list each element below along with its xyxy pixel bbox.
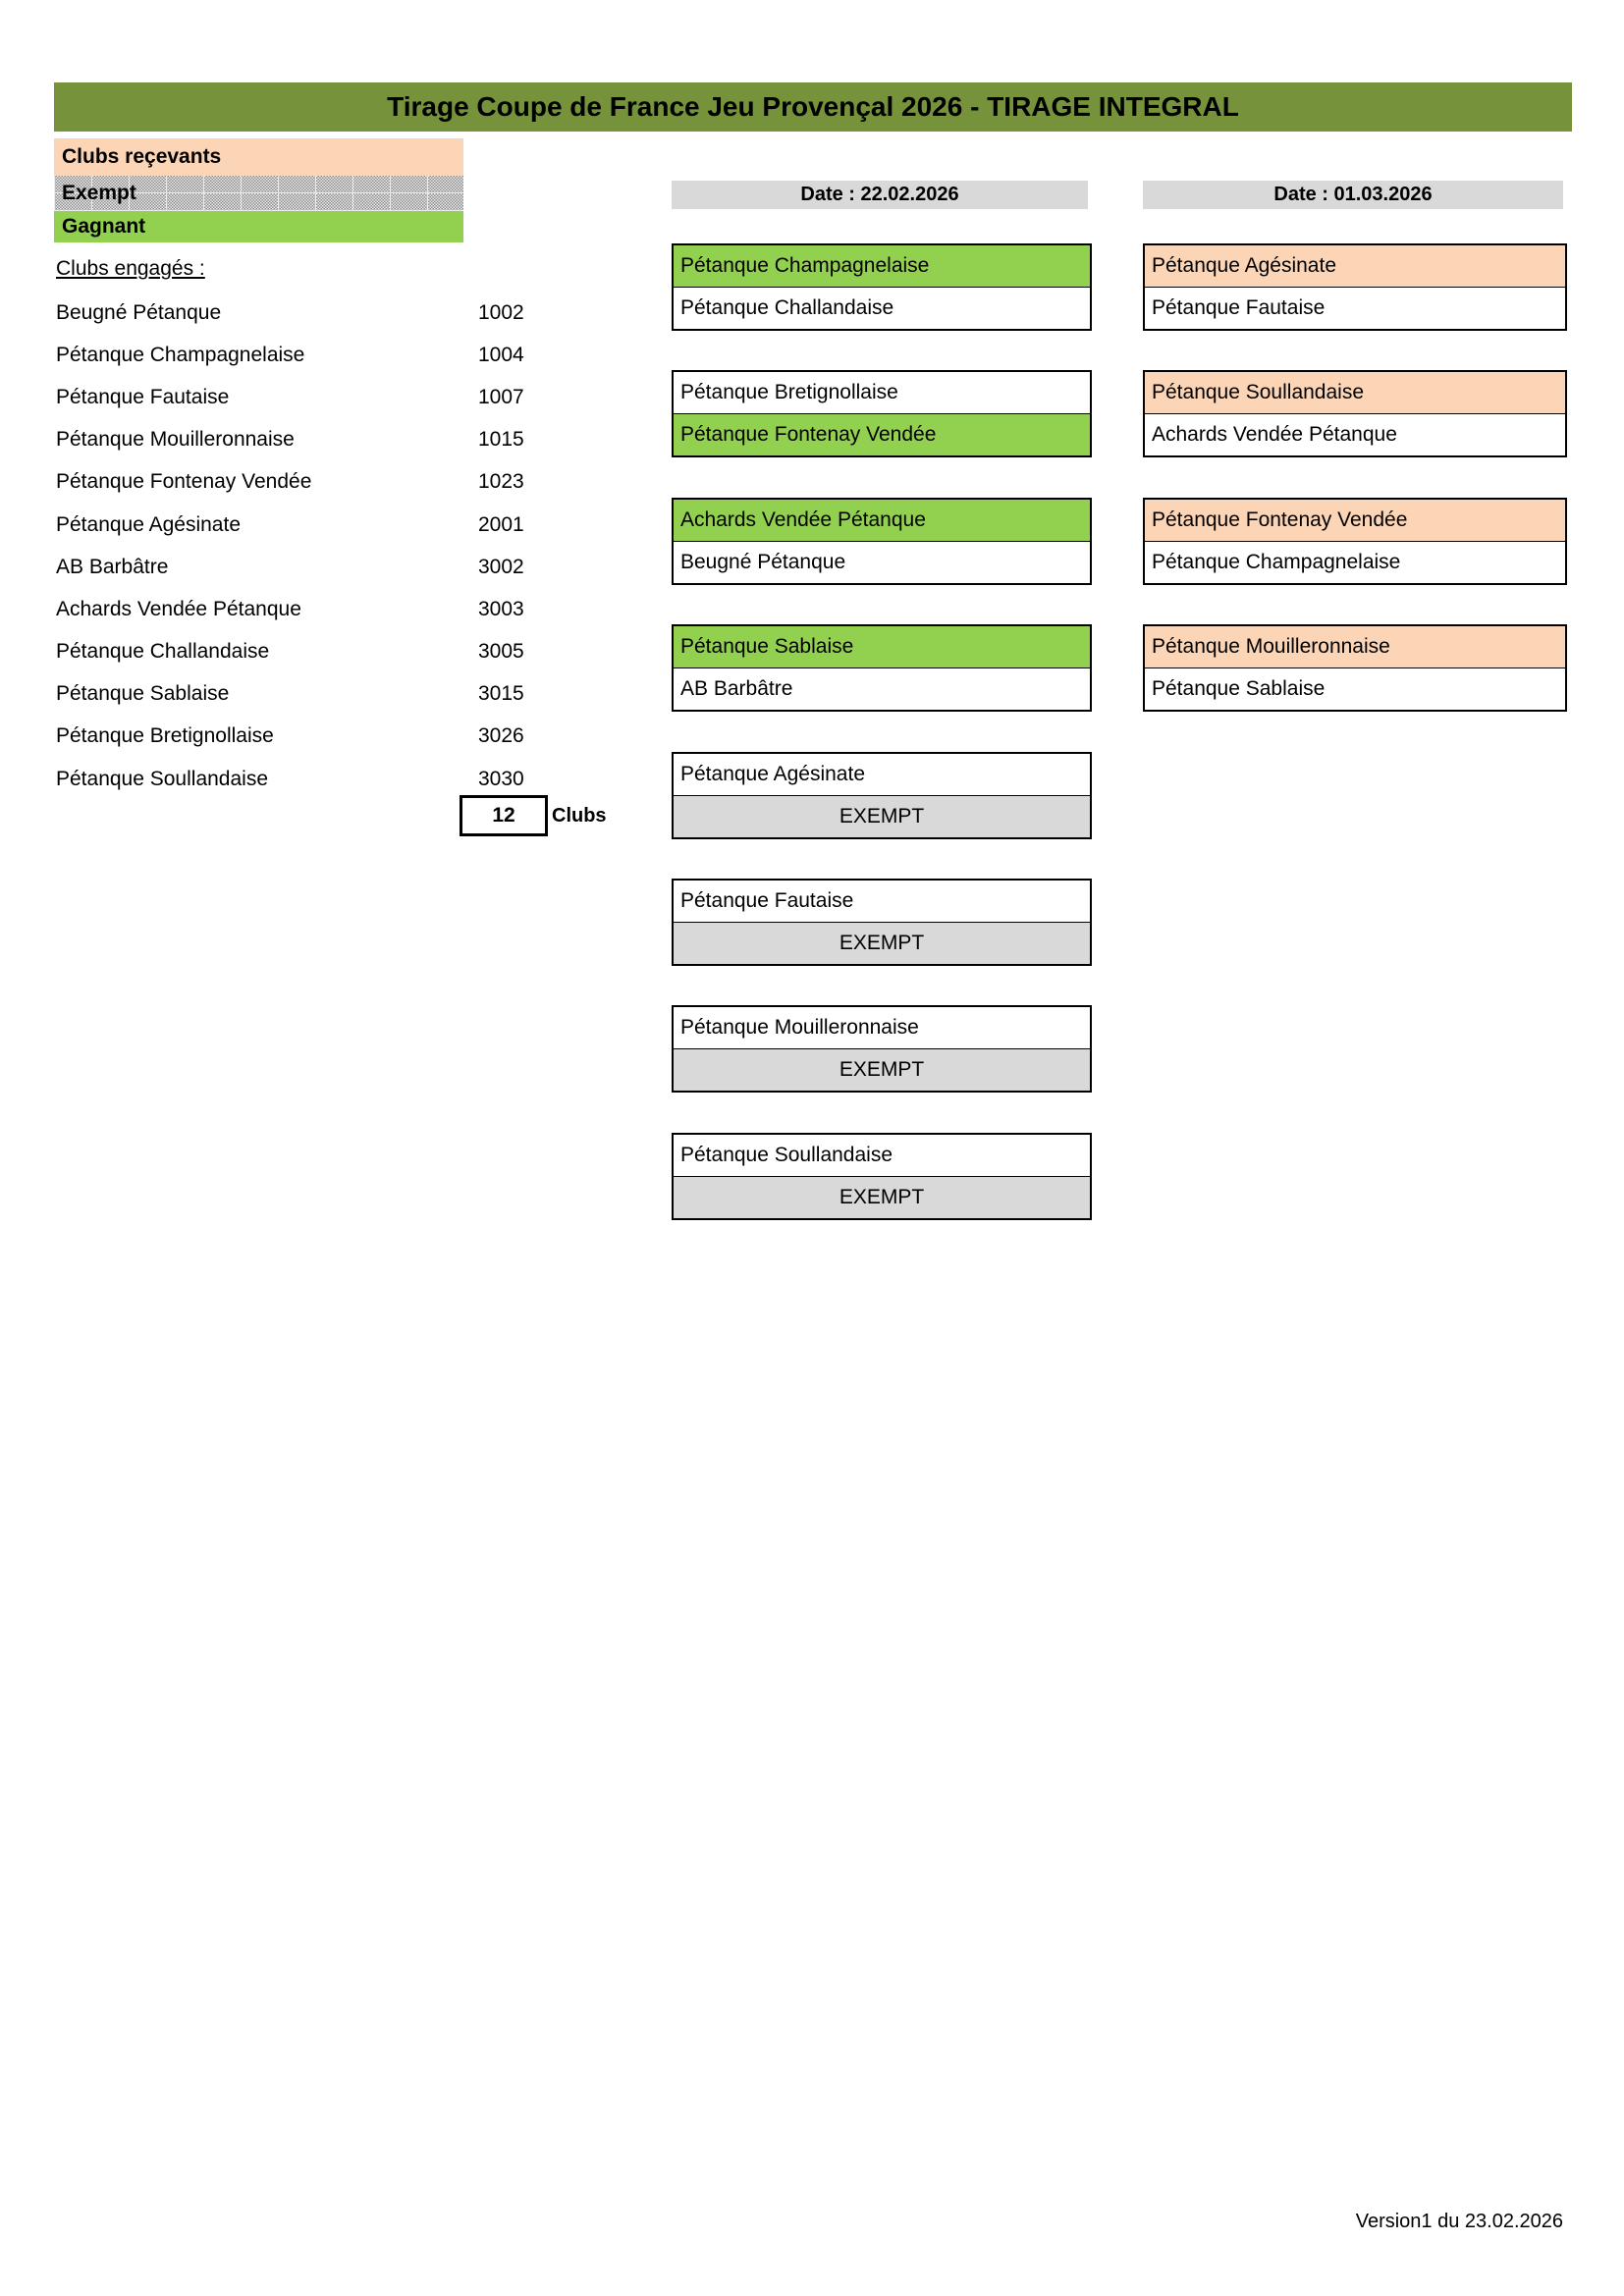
club-number: 3030 [478,767,524,790]
round1-bye-2 [672,879,1092,966]
club-number: 3003 [478,597,524,620]
club-row [56,758,606,800]
club-number: 1002 [478,300,524,324]
club-name: Pétanque Challandaise [56,640,270,664]
round1-date-header: Date : 22.02.2026 [672,181,1088,209]
round1-bye-3-club: Pétanque Mouilleronnaise [674,1007,1090,1049]
club-name: Pétanque Mouilleronnaise [56,428,295,452]
round1-bye-3 [672,1005,1092,1093]
club-number: 1007 [478,385,524,408]
club-row [56,588,606,630]
round1-match-1 [672,243,1092,331]
club-row [56,461,606,504]
club-row [56,334,606,376]
club-name: Pétanque Soullandaise [56,767,269,790]
round2-match-4-top: Pétanque Mouilleronnaise [1145,626,1565,668]
club-count-box: 12 [460,795,548,836]
club-name: Beugné Pétanque [56,300,222,324]
round1-bye-4-status: EXEMPT [674,1177,1090,1218]
round2-match-2 [1143,370,1567,457]
club-name: Pétanque Fautaise [56,385,230,408]
round1-match-2 [672,370,1092,457]
club-name: Pétanque Fontenay Vendée [56,470,312,494]
round1-bye-1 [672,752,1092,839]
round2-date-header: Date : 01.03.2026 [1143,181,1563,209]
round1-match-2-bottom: Pétanque Fontenay Vendée [674,414,1090,455]
version-footer: Version1 du 23.02.2026 [1355,2211,1563,2232]
round1-match-1-bottom: Pétanque Challandaise [680,296,894,319]
round1-bye-2-status: EXEMPT [674,923,1090,964]
round1-match-4-top: Pétanque Sablaise [674,626,1090,668]
round1-bye-2-club: Pétanque Fautaise [674,881,1090,923]
round2-match-1 [1143,243,1567,331]
round1-bye-4-club: Pétanque Soullandaise [674,1135,1090,1177]
club-number: 2001 [478,512,524,536]
round1-match-4-bottom: AB Barbâtre [680,677,793,700]
clubs-heading: Clubs engagés : [56,257,205,280]
round2-match-1-bottom: Pétanque Fautaise [1152,296,1326,319]
round2-match-2-top: Pétanque Soullandaise [1145,372,1565,414]
club-row [56,546,606,588]
club-number: 3002 [478,555,524,578]
legend-clubs-recevants-label: Clubs reçevants [62,145,222,168]
round2-match-2-bottom: Achards Vendée Pétanque [1152,423,1397,446]
round1-match-3-top: Achards Vendée Pétanque [674,500,1090,542]
club-row [56,376,606,418]
round2-match-4 [1143,624,1567,712]
legend-exempt-label: Exempt [62,182,136,204]
club-row [56,504,606,546]
club-name: AB Barbâtre [56,555,169,578]
club-number: 1004 [478,343,524,366]
legend-exempt [54,176,463,211]
club-row [56,716,606,758]
club-name: Pétanque Bretignollaise [56,724,274,748]
round2-match-3 [1143,498,1567,585]
round1-bye-1-club: Pétanque Agésinate [674,754,1090,796]
round1-match-3 [672,498,1092,585]
club-name: Pétanque Agésinate [56,512,241,536]
club-name: Achards Vendée Pétanque [56,597,301,620]
round1-match-1-top: Pétanque Champagnelaise [674,245,1090,288]
club-number: 3015 [478,682,524,706]
round1-match-3-bottom: Beugné Pétanque [680,551,846,573]
page-title: Tirage Coupe de France Jeu Provençal 2026 - TIRAGE INTEGRAL [54,82,1572,132]
club-row [56,292,606,334]
club-name: Pétanque Champagnelaise [56,343,305,366]
round1-match-2-top: Pétanque Bretignollaise [674,372,1090,414]
round2-match-1-top: Pétanque Agésinate [1145,245,1565,288]
club-number: 1015 [478,428,524,452]
club-number: 3005 [478,640,524,664]
round1-bye-1-status: EXEMPT [674,796,1090,837]
club-name: Pétanque Sablaise [56,682,230,706]
legend-clubs-recevants [54,138,463,176]
club-row [56,419,606,461]
club-row [56,673,606,716]
legend-gagnant [54,211,463,242]
club-list [56,292,606,800]
round1-bye-3-status: EXEMPT [674,1049,1090,1091]
club-number: 3026 [478,724,524,748]
legend-gagnant-label: Gagnant [62,215,146,238]
round2-match-4-bottom: Pétanque Sablaise [1152,677,1326,700]
round2-match-3-top: Pétanque Fontenay Vendée [1145,500,1565,542]
round2-match-3-bottom: Pétanque Champagnelaise [1152,551,1401,573]
club-row [56,631,606,673]
club-number: 1023 [478,470,524,494]
club-count-label: Clubs [552,805,607,827]
round1-bye-4 [672,1133,1092,1220]
round1-match-4 [672,624,1092,712]
